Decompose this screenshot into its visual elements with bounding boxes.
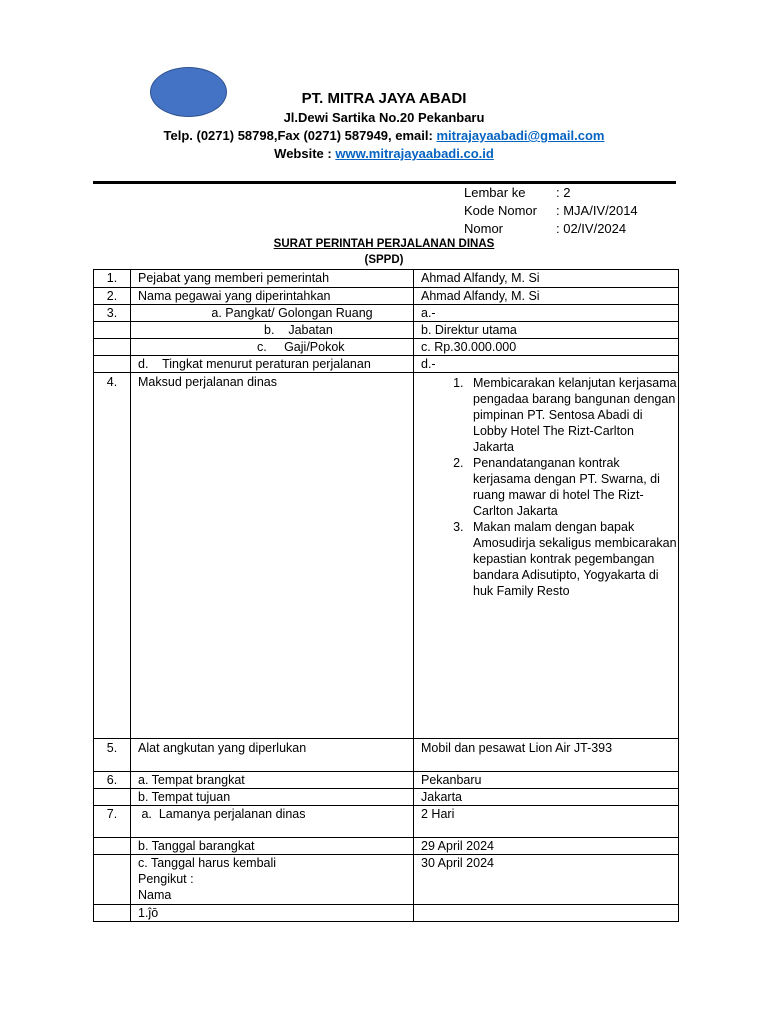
row-number bbox=[94, 905, 131, 922]
purpose-item: 3. Makan malam dengan bapak Amosudirja sekaligus membicarakan kepastian kontrak pegembangan bandara Adisutipto, Yogyakarta di huk Family Resto bbox=[467, 519, 678, 599]
meta-row-sheet bbox=[464, 184, 638, 202]
row-value: Jakarta bbox=[414, 789, 679, 806]
row-label: Alat angkutan yang diperlukan bbox=[131, 739, 414, 772]
website-label: Website : bbox=[274, 146, 336, 161]
table-row bbox=[94, 322, 679, 339]
meta-row-number bbox=[464, 220, 638, 238]
meta-label: Nomor bbox=[464, 221, 504, 236]
table-row bbox=[94, 789, 679, 806]
table-row bbox=[94, 905, 679, 922]
row-number bbox=[94, 855, 131, 905]
company-address: Jl.Dewi Sartika No.20 Pekanbaru bbox=[283, 110, 485, 125]
meta-label: Lembar ke bbox=[464, 185, 526, 200]
company-website bbox=[0, 146, 768, 161]
meta-label: Kode Nomor bbox=[464, 203, 537, 218]
table-row bbox=[94, 288, 679, 305]
row-label: Maksud perjalanan dinas bbox=[131, 373, 414, 739]
row-value: 30 April 2024 bbox=[414, 855, 679, 905]
row-number: 4. bbox=[94, 373, 131, 739]
row-label: a. Pangkat/ Golongan Ruang bbox=[131, 305, 414, 322]
row-number: 2. bbox=[94, 288, 131, 305]
contact-text: Telp. (0271) 58798,Fax (0271) 587949, email: bbox=[163, 128, 437, 143]
document-subtitle: (SPPD) bbox=[364, 254, 404, 266]
row-label: c. Gaji/Pokok bbox=[131, 339, 414, 356]
purpose-item: 1. Membicarakan kelanjutan kerjasama pengadaa barang bangunan dengan pimpinan PT. Sentosa Abadi di Lobby Hotel The Rizt-Carlton Jakarta bbox=[467, 375, 678, 455]
purpose-list bbox=[421, 375, 678, 599]
meta-row-code bbox=[464, 202, 638, 220]
row-label: a. Lamanya perjalanan dinas bbox=[131, 806, 414, 838]
name-label: Nama bbox=[138, 888, 172, 902]
meta-value: : 2 bbox=[556, 185, 571, 200]
company-name: PT. MITRA JAYA ABADI bbox=[301, 90, 467, 107]
table-row bbox=[94, 739, 679, 772]
row-label: Pejabat yang memberi pemerintah bbox=[131, 270, 414, 288]
row-value: 29 April 2024 bbox=[414, 838, 679, 855]
row-label: b. Jabatan bbox=[131, 322, 414, 339]
row-number: 5. bbox=[94, 739, 131, 772]
row-label: d. Tingkat menurut peraturan perjalanan bbox=[131, 356, 414, 373]
purpose-list-cell bbox=[414, 373, 679, 739]
row-number bbox=[94, 339, 131, 356]
row-label: Nama pegawai yang diperintahkan bbox=[131, 288, 414, 305]
row-value: d.- bbox=[414, 356, 679, 373]
purpose-item: 2. Penandatanganan kontrak kerjasama dengan PT. Swarna, di ruang mawar di hotel The Rizt-Carlton Jakarta bbox=[467, 455, 678, 519]
table-row bbox=[94, 339, 679, 356]
row-value: a.- bbox=[414, 305, 679, 322]
table-row bbox=[94, 356, 679, 373]
row-number: 6. bbox=[94, 772, 131, 789]
row-number: 3. bbox=[94, 305, 131, 322]
table-row bbox=[94, 806, 679, 838]
sppd-table bbox=[93, 269, 679, 922]
table-row-purpose bbox=[94, 373, 679, 739]
company-contact bbox=[0, 128, 768, 143]
row-value: Pekanbaru bbox=[414, 772, 679, 789]
meta-value: : 02/IV/2024 bbox=[556, 221, 627, 236]
table-row bbox=[94, 772, 679, 789]
website-link[interactable]: www.mitrajayaabadi.co.id bbox=[335, 146, 494, 161]
row-value: Ahmad Alfandy, M. Si bbox=[414, 288, 679, 305]
document-meta bbox=[464, 184, 638, 238]
table-row bbox=[94, 305, 679, 322]
row-label: 1.ĵō bbox=[131, 905, 414, 922]
row-value: c. Rp.30.000.000 bbox=[414, 339, 679, 356]
email-link[interactable]: mitrajayaabadi@gmail.com bbox=[436, 128, 605, 143]
row-number bbox=[94, 356, 131, 373]
row-label-group bbox=[131, 855, 414, 905]
row-number bbox=[94, 838, 131, 855]
table-row bbox=[94, 855, 679, 905]
row-label: b. Tempat tujuan bbox=[131, 789, 414, 806]
row-value: Mobil dan pesawat Lion Air JT-393 bbox=[414, 739, 679, 772]
row-label: b. Tanggal barangkat bbox=[131, 838, 414, 855]
document-title: SURAT PERINTAH PERJALANAN DINAS bbox=[273, 238, 495, 250]
row-value bbox=[414, 905, 679, 922]
return-date-label: c. Tanggal harus kembali bbox=[138, 856, 277, 870]
row-number bbox=[94, 322, 131, 339]
row-number: 1. bbox=[94, 270, 131, 288]
row-number bbox=[94, 789, 131, 806]
row-value: Ahmad Alfandy, M. Si bbox=[414, 270, 679, 288]
table-row bbox=[94, 838, 679, 855]
meta-value: : MJA/IV/2014 bbox=[556, 203, 638, 218]
row-value: 2 Hari bbox=[414, 806, 679, 838]
row-value: b. Direktur utama bbox=[414, 322, 679, 339]
table-row bbox=[94, 270, 679, 288]
row-number: 7. bbox=[94, 806, 131, 838]
followers-label: Pengikut : bbox=[138, 872, 194, 886]
row-label: a. Tempat brangkat bbox=[131, 772, 414, 789]
